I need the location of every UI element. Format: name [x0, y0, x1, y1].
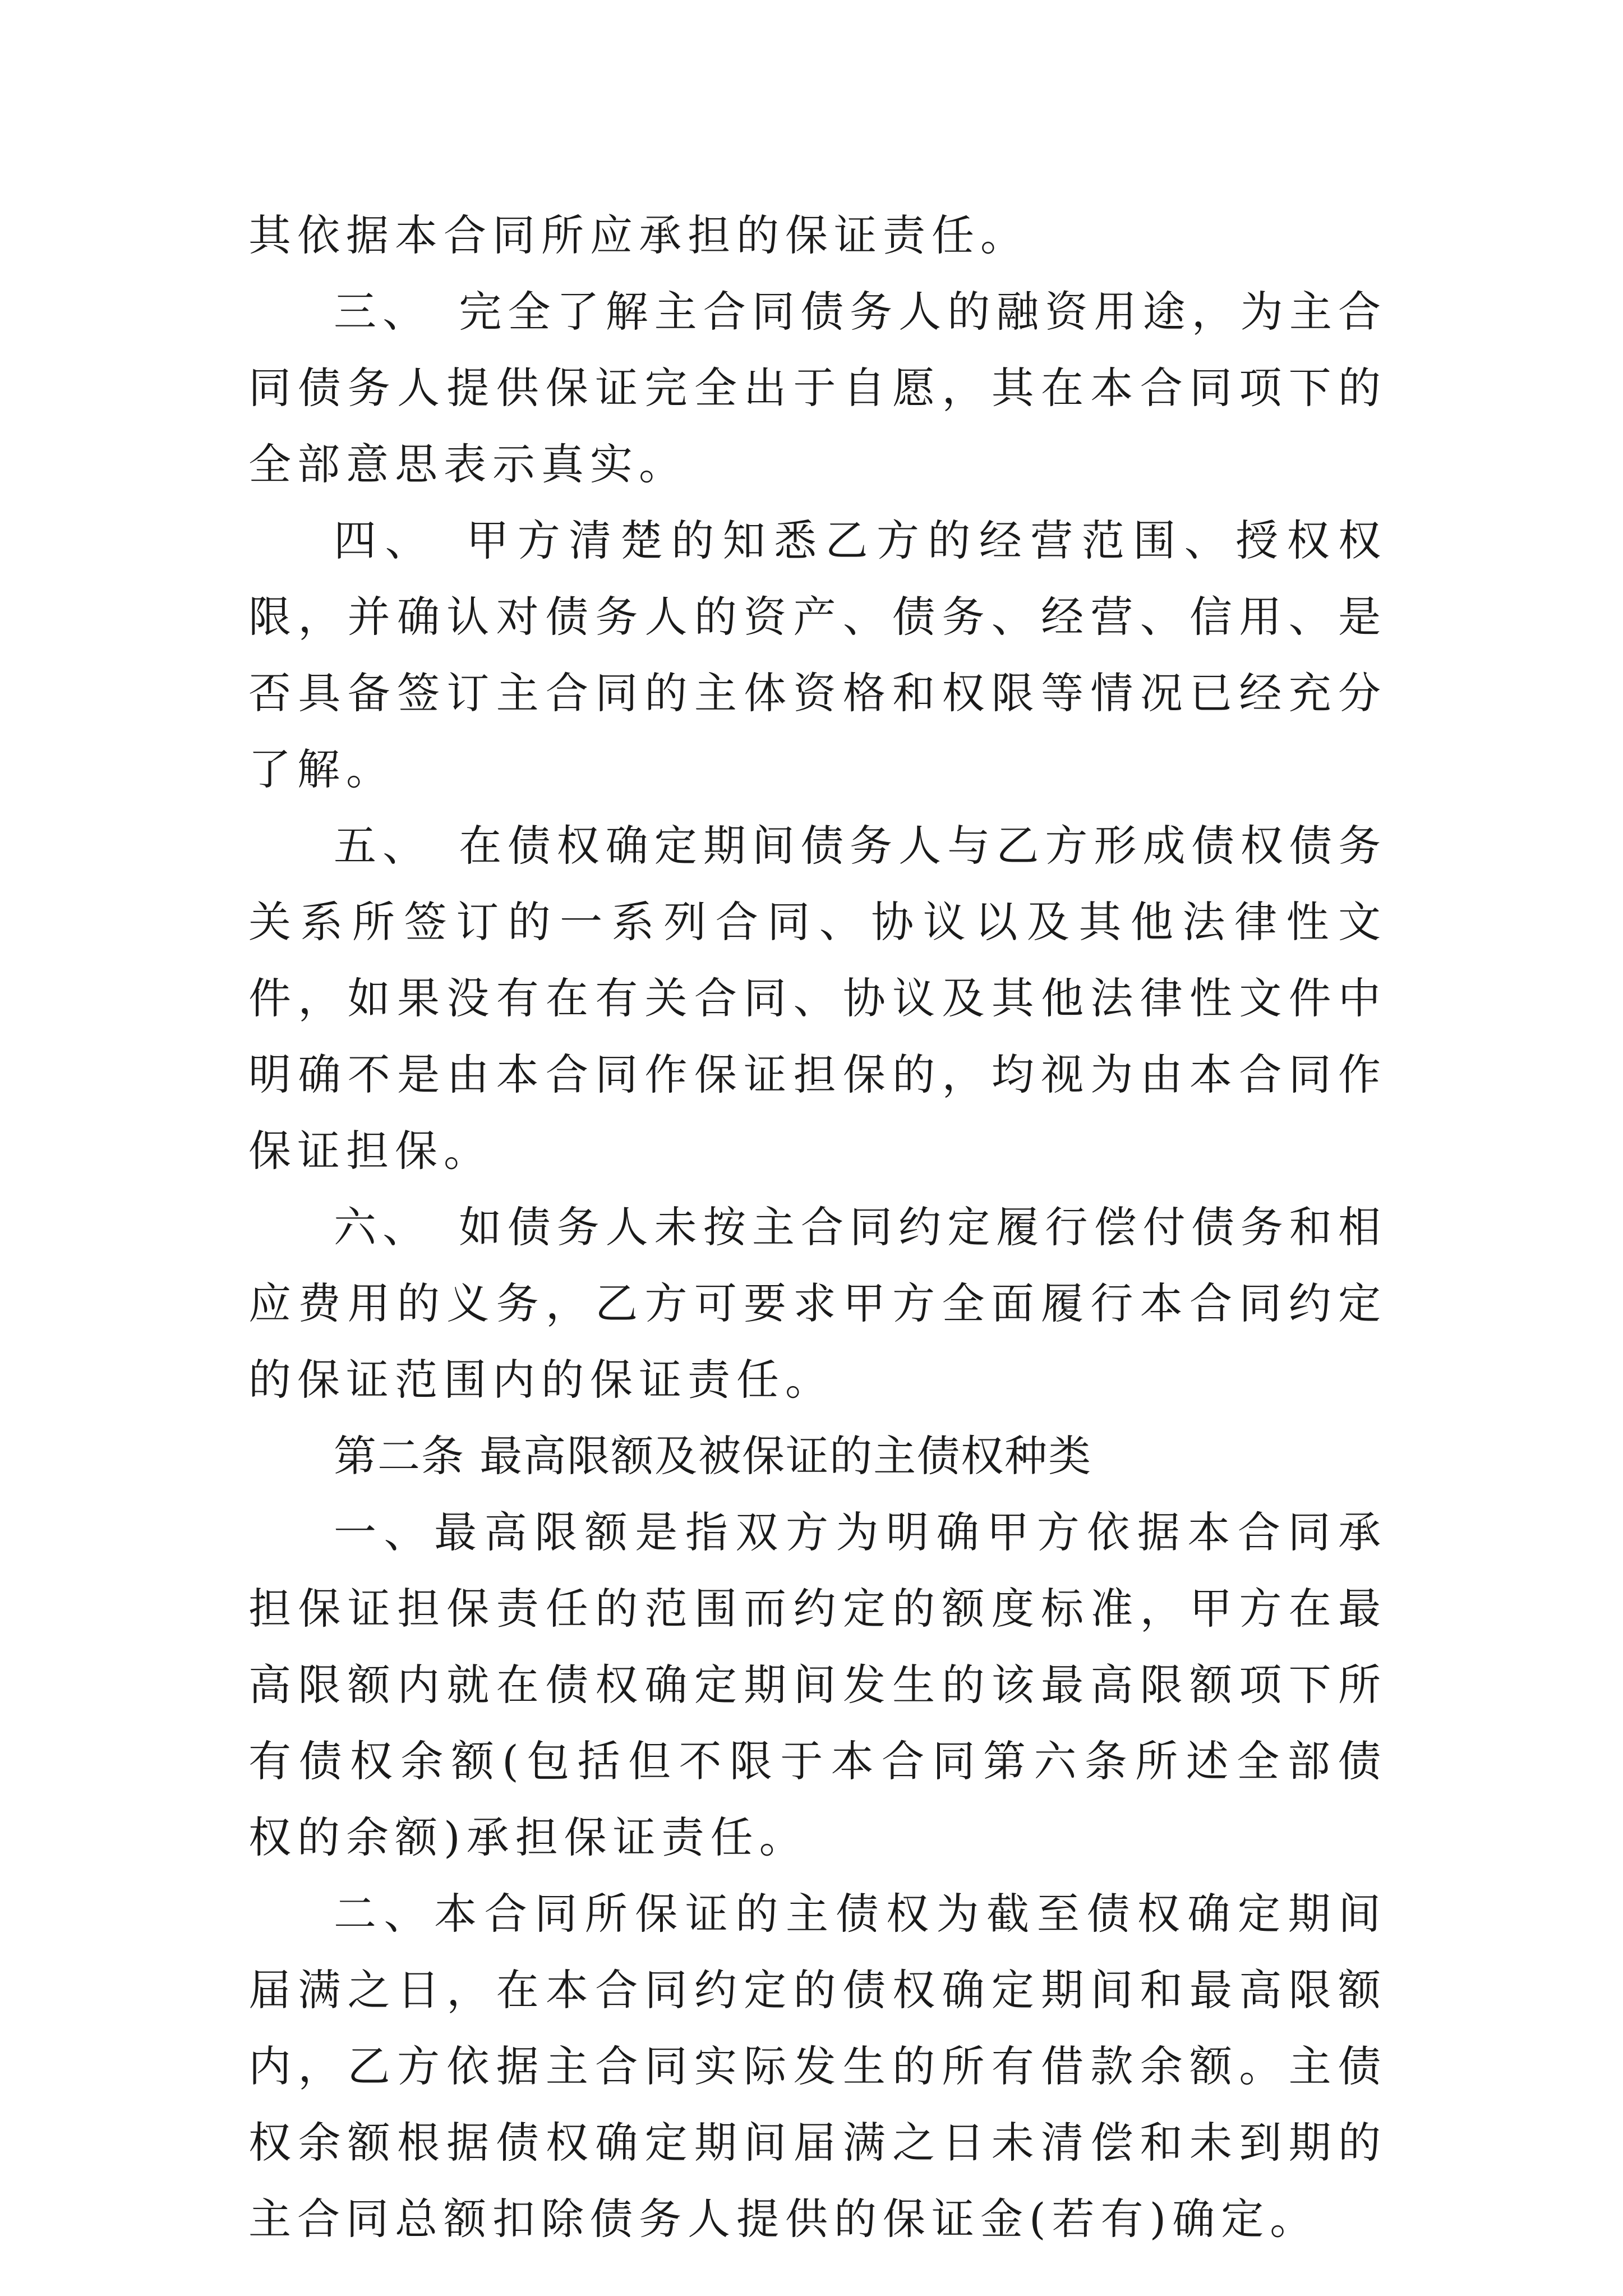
article-heading: 第二条 最高限额及被保证的主债权种类 — [334, 1431, 1092, 1481]
paragraph-article2-item-1: 一、最高限额是指双方为明确甲方依据本合同承担保证担保责任的范围而约定的额度标准，甲方在最高限额内就在债权确定期间发生的该最高限额项下所有债权余额(包括但不限于本合同第六条所述全部债权的余额)承担保证责任。 — [248, 1507, 1387, 1862]
paragraph-clause-5: 五、 在债权确定期间债务人与乙方形成债权债务关系所签订的一系列合同、协议以及其他法律性文件，如果没有在有关合同、协议及其他法律性文件中明确不是由本合同作保证担保的，均视为由本合同作保证担保。 — [248, 821, 1387, 1176]
paragraph-clause-4: 四、 甲方清楚的知悉乙方的经营范围、授权权限，并确认对债务人的资产、债务、经营、信用、是否具备签订主合同的主体资格和权限等情况已经充分了解。 — [248, 516, 1387, 794]
paragraph-article2-item-2: 二、本合同所保证的主债权为截至债权确定期间届满之日，在本合同约定的债权确定期间和最高限额内，乙方依据主合同实际发生的所有借款余额。主债权余额根据债权确定期间届满之日未清偿和未到期的主合同总额扣除债务人提供的保证金(若有)确定。 — [248, 1889, 1387, 2244]
paragraph-clause-6: 六、 如债务人未按主合同约定履行偿付债务和相应费用的义务，乙方可要求甲方全面履行本合同约定的保证范围内的保证责任。 — [248, 1202, 1387, 1405]
paragraph-clause-3: 三、 完全了解主合同债务人的融资用途，为主合同债务人提供保证完全出于自愿，其在本合同项下的全部意思表示真实。 — [248, 287, 1387, 489]
paragraph-continuation: 其依据本合同所应承担的保证责任。 — [248, 210, 1029, 260]
document-body — [248, 197, 1387, 2257]
